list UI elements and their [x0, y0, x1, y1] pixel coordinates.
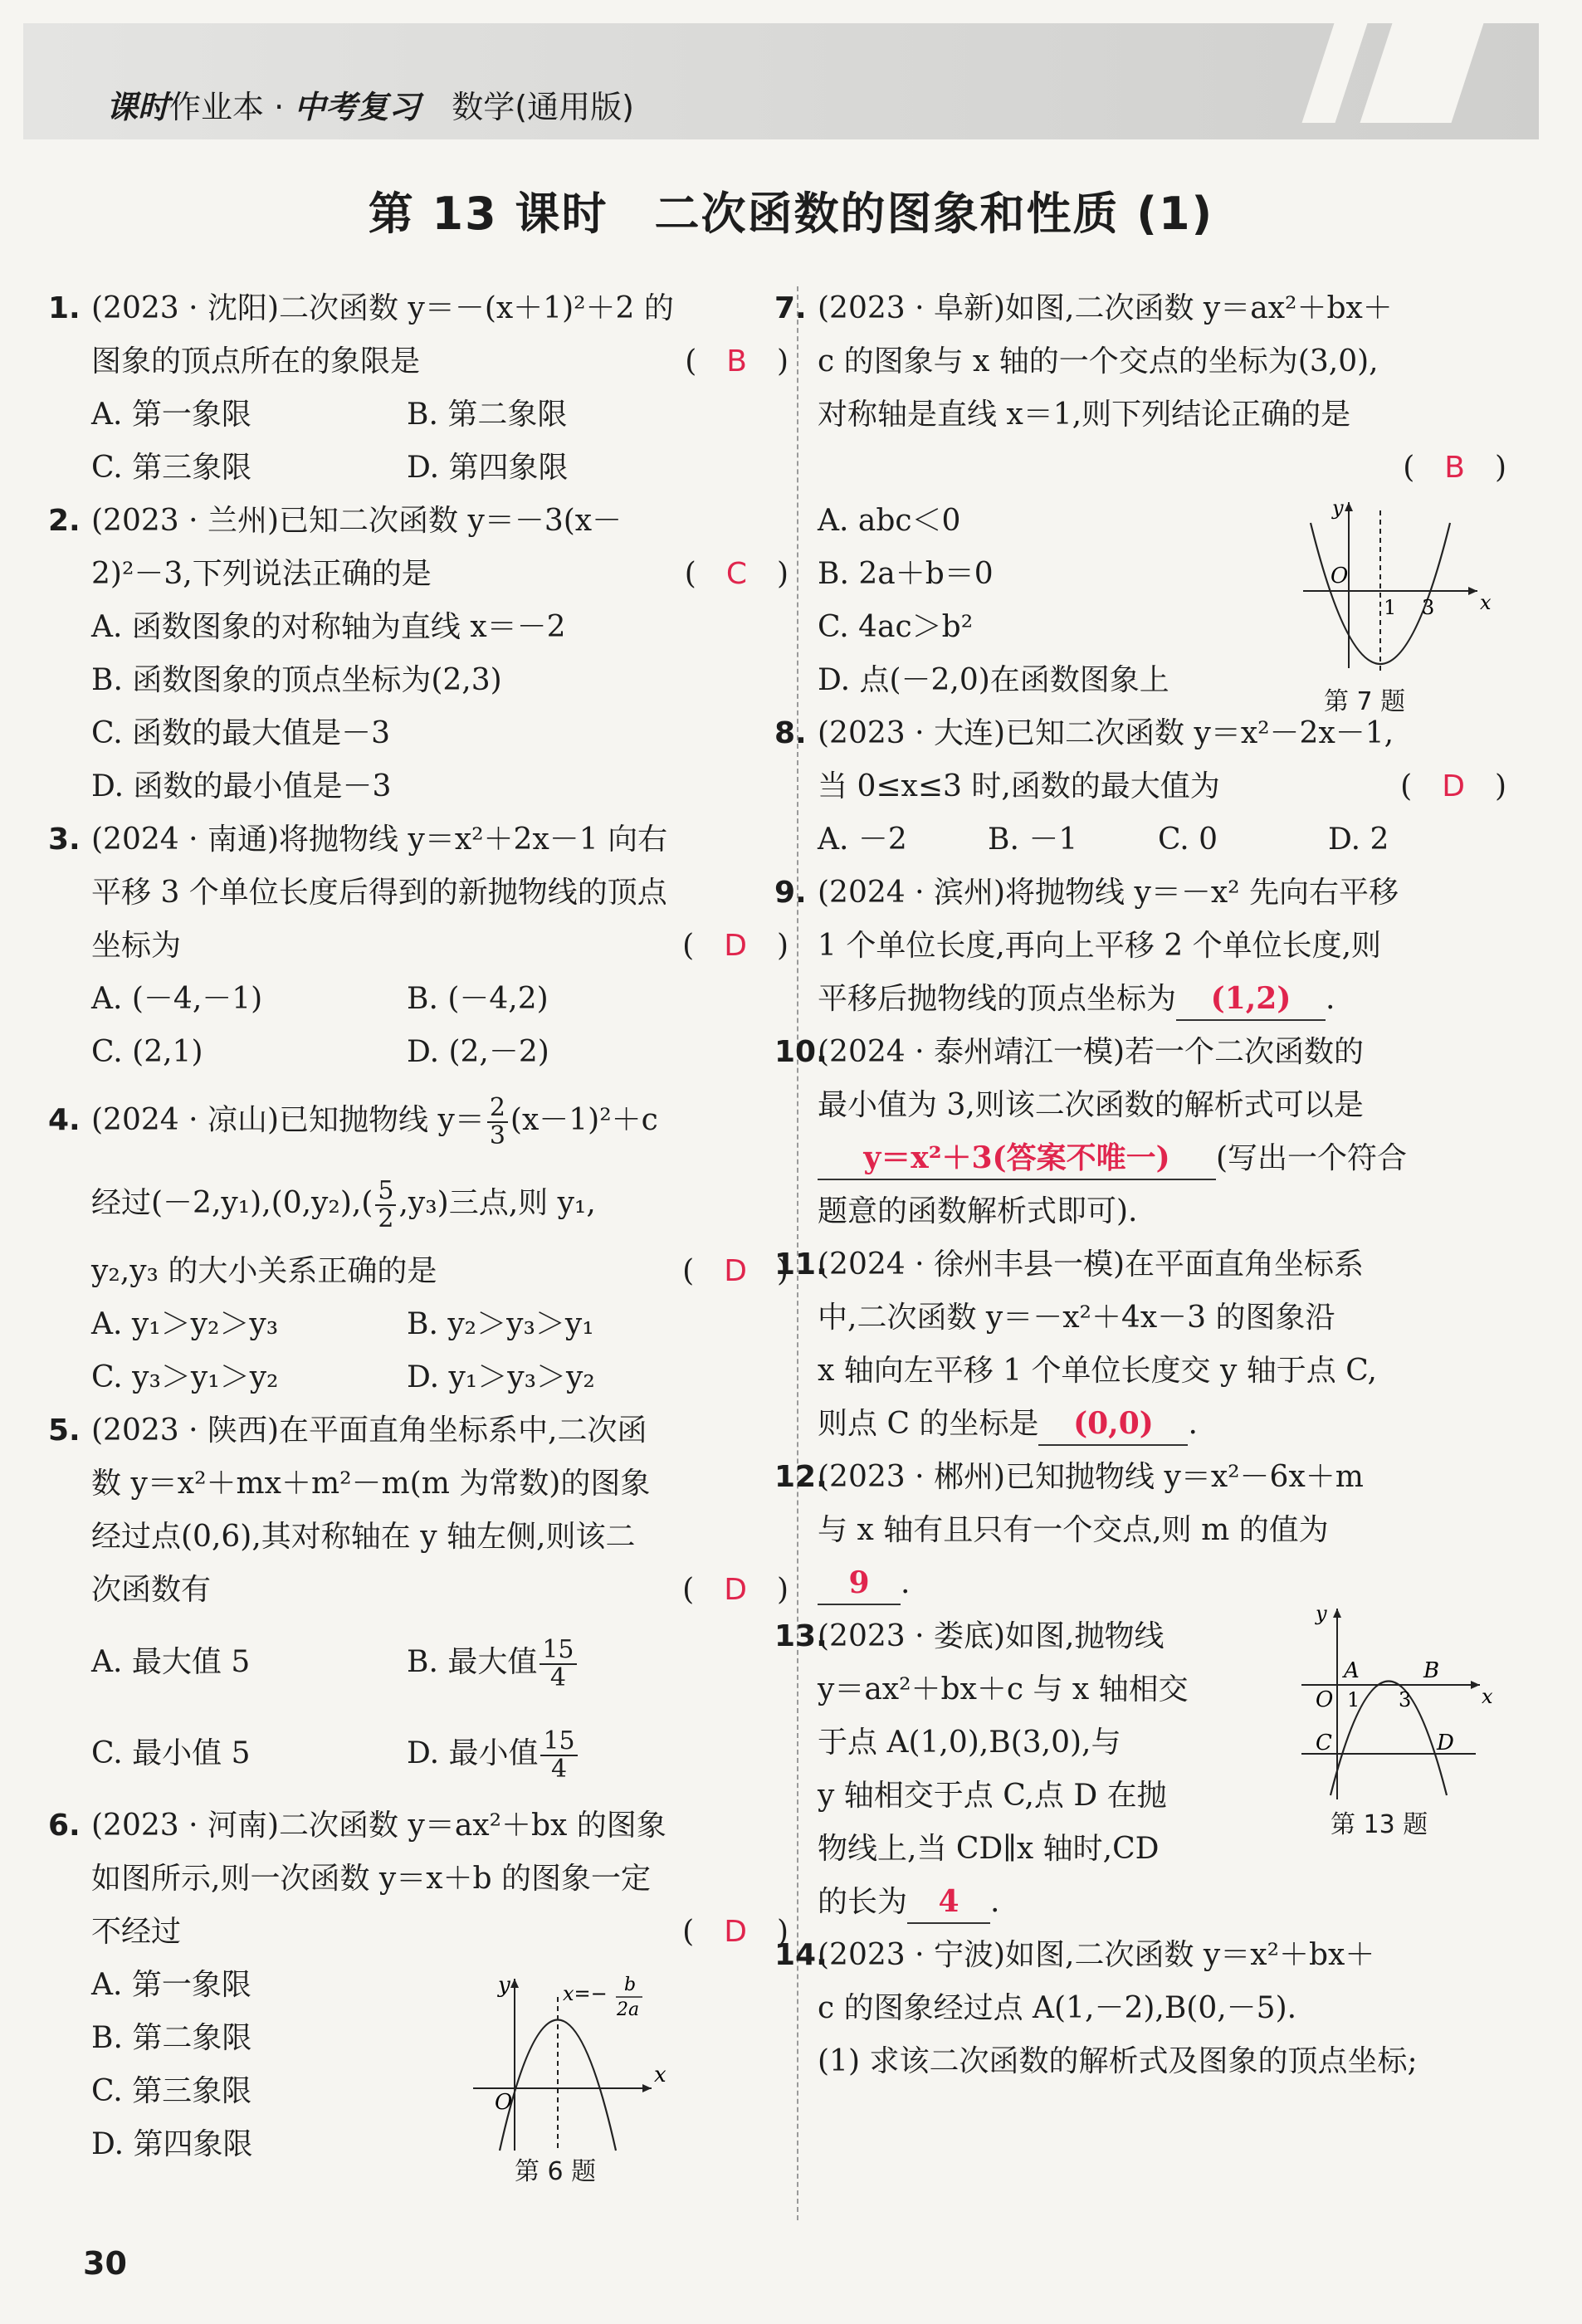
- answer-bracket: ( B ): [1403, 451, 1506, 485]
- page-number: 30: [83, 2245, 127, 2282]
- svg-text:y: y: [1316, 1602, 1327, 1625]
- question-3: 3. (2024 · 南通)将抛物线 y＝x²＋2x－1 向右 平移 3 个单位长度后得到的新抛物线的顶点 坐标为 ( D ) A. (－4,－1) B. (－4,2) C. (2,1) D. (2,－2): [48, 823, 789, 1069]
- svg-text:y: y: [498, 1973, 510, 1998]
- question-14: 14. (2023 · 宁波)如图,二次函数 y＝x²＋bx＋ c 的图象经过点 A(1,－2),B(0,－5). (1) 求该二次函数的解析式及图象的顶点坐标;: [774, 1938, 1418, 2078]
- question-13: 13. (2023 · 娄底)如图,抛物线 y＝ax²＋bx＋c 与 x 轴相交 于点 A(1,0),B(3,0),与 y 轴相交于点 C,点 D 在抛 物线上,当 CD∥x 轴时,CD 的长为 4 . y x O A B 1 3 C D 第 13 题: [818, 1610, 1506, 1929]
- figure-caption: 第 6 题: [515, 2157, 597, 2186]
- svg-text:D: D: [1437, 1731, 1454, 1755]
- svg-text:C: C: [1316, 1731, 1332, 1755]
- left-column: [48, 282, 789, 2186]
- question-10: 10. (2024 · 泰州靖江一模)若一个二次函数的 最小值为 3,则该二次函数的解析式可以是 y＝x²＋3(答案不唯一) (写出一个符合 题意的函数解析式即可).: [774, 1035, 1408, 1228]
- question-6: 6. (2023 · 河南)二次函数 y＝ax²＋bx 的图象 如图所示,则一次函数 y＝x＋b 的图象一定 不经过 ( D ) A. 第一象限 B. 第二象限 C. 第三象限 D. 第四象限 y x O x=− b 2a 第 6 题: [48, 1809, 789, 2186]
- figure-q13: [1297, 1600, 1505, 1849]
- svg-text:O: O: [1331, 564, 1349, 588]
- svg-text:x=−: x=−: [563, 1982, 608, 2005]
- fill-blank: 9: [818, 1562, 901, 1605]
- header-decoration: [1360, 23, 1484, 123]
- answer-bracket: ( D ): [682, 1254, 789, 1288]
- answer-bracket: ( D ): [1400, 769, 1506, 803]
- question-12: 12. (2023 · 郴州)已知抛物线 y＝x²－6x＋m 与 x 轴有且只有一个交点,则 m 的值为 9 .: [818, 1451, 1506, 1610]
- lesson-title: 第 13 课时 二次函数的图象和性质 (1): [368, 188, 1214, 240]
- fill-blank: 4: [907, 1881, 990, 1924]
- svg-text:O: O: [495, 2090, 513, 2115]
- answer-bracket: ( D ): [682, 929, 789, 963]
- svg-text:x: x: [1482, 1685, 1493, 1708]
- answer-bracket: ( D ): [682, 1915, 789, 1949]
- figure-q6: [465, 1972, 681, 2188]
- svg-text:3: 3: [1399, 1688, 1412, 1711]
- question-2: 2. (2023 · 兰州)已知二次函数 y＝－3(x－ 2)²－3,下列说法正确的是 ( C ) A. 函数图象的对称轴为直线 x＝－2 B. 函数图象的顶点坐标为(2,3) C. 函数的最大值是－3 D. 函数的最小值是－3: [48, 504, 789, 803]
- svg-text:b: b: [624, 1975, 637, 1995]
- svg-text:1: 1: [1347, 1688, 1360, 1711]
- svg-text:x: x: [1480, 591, 1492, 614]
- svg-text:2a: 2a: [617, 1999, 640, 2020]
- svg-text:3: 3: [1422, 596, 1435, 619]
- svg-text:y: y: [1332, 498, 1344, 520]
- svg-text:1: 1: [1384, 596, 1397, 619]
- question-8: 8. (2023 · 大连)已知二次函数 y＝x²－2x－1, 当 0≤x≤3 时,函数的最大值为 ( D ) A. －2 B. －1 C. 0 D. 2: [774, 716, 1506, 857]
- page-header: [23, 23, 1539, 139]
- question-4: 4. (2024 · 凉山)已知抛物线 y＝ $\frac{2}{3}$ (x－1)²＋c 经过(－2,y₁),(0,y₂),( $\frac{5}{2}$ ,y₃)三点,则 y₁, y₂,y₃ 的大小关系正确的是 ( D ) A. y₁＞y₂＞y₃ B. y₂＞y₃＞y₁ C. y₃＞y₁＞y₂ D. y₁＞y₃＞y₂: [48, 1093, 789, 1394]
- fill-blank: (0,0): [1038, 1403, 1188, 1446]
- svg-text:x: x: [654, 2063, 666, 2087]
- figure-caption: 第 13 题: [1331, 1810, 1428, 1839]
- question-1: 1. (2023 · 沈阳)二次函数 y＝－(x＋1)²＋2 的 图象的顶点所在的象限是 ( B ) A. 第一象限 B. 第二象限 C. 第三象限 D. 第四象限: [48, 291, 789, 485]
- header-decoration: [1302, 23, 1368, 123]
- fill-blank: (1,2): [1176, 978, 1326, 1021]
- book-title: 课时作业本 · 中考复习 数学(通用版): [106, 89, 634, 125]
- svg-text:A: A: [1344, 1658, 1360, 1683]
- answer-bracket: ( B ): [685, 344, 789, 378]
- figure-q7: [1299, 498, 1498, 722]
- question-11: 11. (2024 · 徐州丰县一模)在平面直角坐标系 中,二次函数 y＝－x²＋4x－3 的图象沿 x 轴向左平移 1 个单位长度交 y 轴于点 C, 则点 C 的坐标是 (0,0) .: [818, 1238, 1506, 1451]
- question-7: 7. (2023 · 阜新)如图,二次函数 y＝ax²＋bx＋ c 的图象与 x 轴的一个交点的坐标为(3,0), 对称轴是直线 x＝1,则下列结论正确的是 ( B ) A. abc＜0 B. 2a＋b＝0 C. 4ac＞b² D. 点(－2,0)在函数图象上 y x O 1 3 第 7 题: [818, 282, 1506, 707]
- fill-blank: y＝x²＋3(答案不唯一): [818, 1137, 1216, 1180]
- question-9: 9. (2024 · 滨州)将抛物线 y＝－x² 先向右平移 1 个单位长度,再向上平移 2 个单位长度,则 平移后抛物线的顶点坐标为 (1,2) .: [818, 867, 1506, 1026]
- answer-bracket: ( D ): [682, 1573, 789, 1607]
- question-5: 5. (2023 · 陕西)在平面直角坐标系中,二次函 数 y＝x²＋mx＋m²－m(m 为常数)的图象 经过点(0,6),其对称轴在 y 轴左侧,则该二 次函数有 ( D ) A. 最大值 5 B. 最大值 $\frac{15}{4}$ C. 最小值 5 D. 最小值 $\frac{15}{4}$: [48, 1413, 789, 1784]
- answer-bracket: ( C ): [684, 557, 789, 591]
- right-column: [774, 282, 1506, 2088]
- svg-text:B: B: [1423, 1658, 1440, 1683]
- figure-caption: 第 7 题: [1324, 687, 1406, 716]
- svg-text:O: O: [1316, 1687, 1334, 1712]
